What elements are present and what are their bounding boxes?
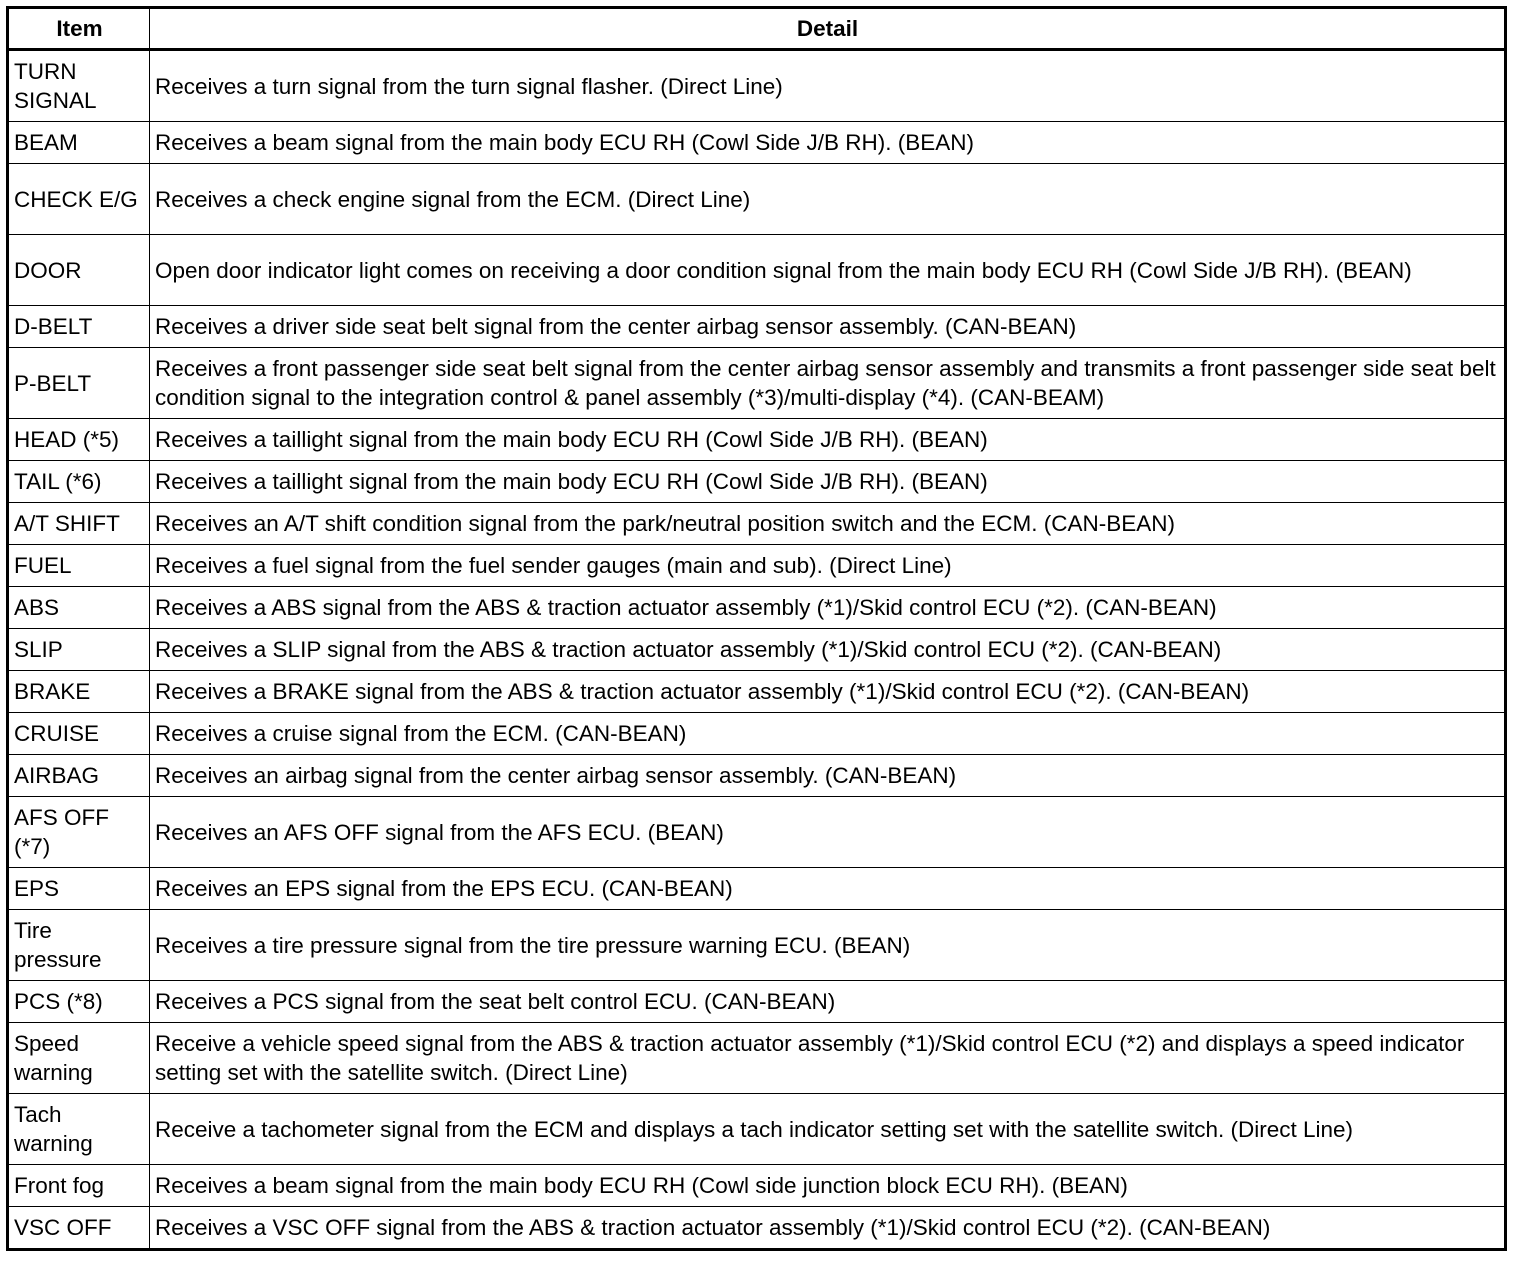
detail-cell: Receives a turn signal from the turn signal flasher. (Direct Line) (150, 50, 1506, 122)
table-row (8, 122, 1506, 164)
detail-cell: Receives a tire pressure signal from the tire pressure warning ECU. (BEAN) (150, 910, 1506, 981)
table-row (8, 50, 1506, 122)
table-row (8, 306, 1506, 348)
detail-cell: Receives a BRAKE signal from the ABS & traction actuator assembly (*1)/Skid control ECU (*2). (CAN-BEAN) (150, 671, 1506, 713)
detail-cell: Receives a fuel signal from the fuel sender gauges (main and sub). (Direct Line) (150, 545, 1506, 587)
detail-cell: Receives a SLIP signal from the ABS & traction actuator assembly (*1)/Skid control ECU (*2). (CAN-BEAN) (150, 629, 1506, 671)
table-row (8, 348, 1506, 419)
item-cell: TURN SIGNAL (8, 50, 150, 122)
table-row (8, 1023, 1506, 1094)
detail-cell: Receives an AFS OFF signal from the AFS ECU. (BEAN) (150, 797, 1506, 868)
detail-cell: Receive a vehicle speed signal from the ABS & traction actuator assembly (*1)/Skid control ECU (*2) and displays a speed indicator setting set with the satellite switch. (Direct Line) (150, 1023, 1506, 1094)
table-row (8, 419, 1506, 461)
detail-cell: Receives a ABS signal from the ABS & traction actuator assembly (*1)/Skid control ECU (*2). (CAN-BEAN) (150, 587, 1506, 629)
item-cell: CRUISE (8, 713, 150, 755)
detail-cell: Receives a beam signal from the main body ECU RH (Cowl side junction block ECU RH). (BEAN) (150, 1165, 1506, 1207)
item-cell: CHECK E/G (8, 164, 150, 235)
column-header-item: Item (8, 8, 150, 50)
item-cell: Speed warning (8, 1023, 150, 1094)
indicator-detail-table (6, 6, 1507, 1251)
item-cell: HEAD (*5) (8, 419, 150, 461)
detail-cell: Receives a cruise signal from the ECM. (CAN-BEAN) (150, 713, 1506, 755)
detail-cell: Receives an EPS signal from the EPS ECU. (CAN-BEAN) (150, 868, 1506, 910)
item-cell: VSC OFF (8, 1207, 150, 1250)
item-cell: ABS (8, 587, 150, 629)
table-row (8, 981, 1506, 1023)
item-cell: Front fog (8, 1165, 150, 1207)
table-row (8, 461, 1506, 503)
detail-cell: Receives a driver side seat belt signal from the center airbag sensor assembly. (CAN-BEAN) (150, 306, 1506, 348)
table-row (8, 713, 1506, 755)
detail-cell: Open door indicator light comes on receiving a door condition signal from the main body ECU RH (Cowl Side J/B RH). (BEAN) (150, 235, 1506, 306)
indicator-detail-table-container (6, 6, 1507, 1251)
detail-cell: Receive a tachometer signal from the ECM and displays a tach indicator setting set with the satellite switch. (Direct Line) (150, 1094, 1506, 1165)
table-row (8, 164, 1506, 235)
detail-cell: Receives a VSC OFF signal from the ABS & traction actuator assembly (*1)/Skid control ECU (*2). (CAN-BEAN) (150, 1207, 1506, 1250)
item-cell: P-BELT (8, 348, 150, 419)
table-row (8, 545, 1506, 587)
table-row (8, 1094, 1506, 1165)
table-row (8, 910, 1506, 981)
item-cell: BEAM (8, 122, 150, 164)
table-row (8, 868, 1506, 910)
detail-cell: Receives an A/T shift condition signal from the park/neutral position switch and the ECM. (CAN-BEAN) (150, 503, 1506, 545)
detail-cell: Receives a PCS signal from the seat belt control ECU. (CAN-BEAN) (150, 981, 1506, 1023)
item-cell: TAIL (*6) (8, 461, 150, 503)
detail-cell: Receives an airbag signal from the center airbag sensor assembly. (CAN-BEAN) (150, 755, 1506, 797)
item-cell: SLIP (8, 629, 150, 671)
table-row (8, 755, 1506, 797)
item-cell: Tire pressure (8, 910, 150, 981)
table-row (8, 503, 1506, 545)
item-cell: AIRBAG (8, 755, 150, 797)
table-header-row (8, 8, 1506, 50)
item-cell: BRAKE (8, 671, 150, 713)
table-row (8, 1207, 1506, 1250)
item-cell: Tach warning (8, 1094, 150, 1165)
table-row (8, 671, 1506, 713)
item-cell: DOOR (8, 235, 150, 306)
item-cell: PCS (*8) (8, 981, 150, 1023)
item-cell: EPS (8, 868, 150, 910)
detail-cell: Receives a check engine signal from the ECM. (Direct Line) (150, 164, 1506, 235)
table-row (8, 235, 1506, 306)
table-row (8, 629, 1506, 671)
item-cell: D-BELT (8, 306, 150, 348)
table-row (8, 797, 1506, 868)
item-cell: AFS OFF (*7) (8, 797, 150, 868)
detail-cell: Receives a taillight signal from the main body ECU RH (Cowl Side J/B RH). (BEAN) (150, 419, 1506, 461)
table-row (8, 587, 1506, 629)
detail-cell: Receives a beam signal from the main body ECU RH (Cowl Side J/B RH). (BEAN) (150, 122, 1506, 164)
column-header-detail: Detail (150, 8, 1506, 50)
item-cell: FUEL (8, 545, 150, 587)
detail-cell: Receives a front passenger side seat belt signal from the center airbag sensor assembly and transmits a front passenger side seat belt condition signal to the integration control & panel assembly (*3)/multi-display (*4). (CAN-BEAM) (150, 348, 1506, 419)
table-row (8, 1165, 1506, 1207)
detail-cell: Receives a taillight signal from the main body ECU RH (Cowl Side J/B RH). (BEAN) (150, 461, 1506, 503)
item-cell: A/T SHIFT (8, 503, 150, 545)
